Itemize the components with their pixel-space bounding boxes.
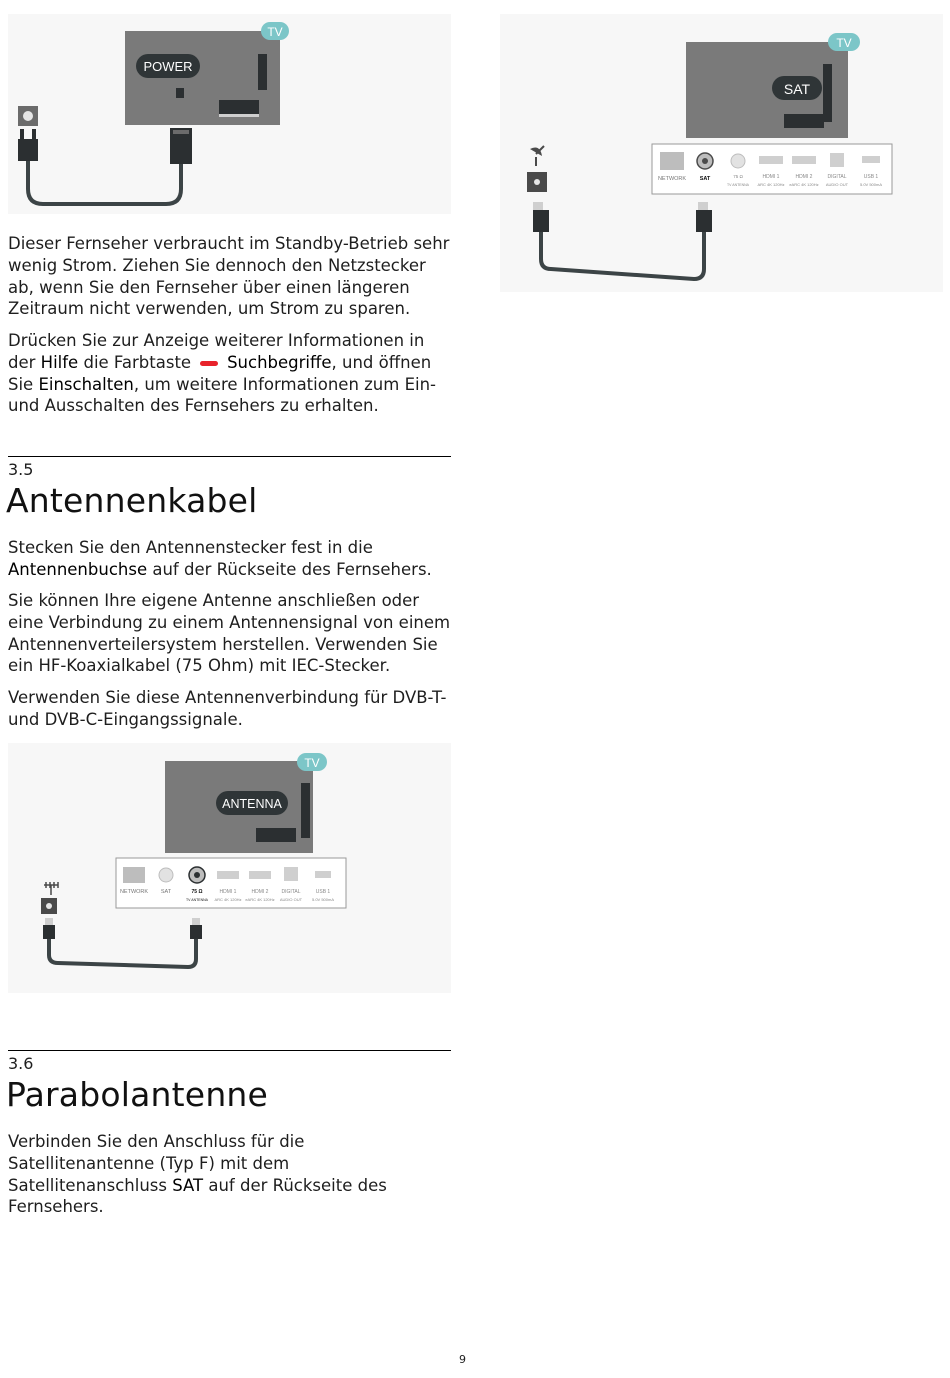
svg-text:NETWORK: NETWORK	[657, 176, 687, 182]
svg-text:TV: TV	[836, 36, 852, 50]
svg-text:ANTENNA: ANTENNA	[222, 797, 282, 811]
coax-plug-icon	[533, 210, 549, 232]
antennenbuchse-term: Antennenbuchse	[8, 559, 148, 579]
power-port-label: POWER	[143, 59, 193, 74]
section-title: Antennenkabel	[6, 481, 258, 520]
hilfe-term: Hilfe	[40, 352, 79, 372]
help-paragraph: Drücken Sie zur Anzeige weiterer Informationen in der Hilfe die Farbtaste Suchbegriffe, und öffnen Sie Einschalten, um weitere Informationen zum Ein- und Ausschalten des Fernsehers zu erhalten.	[8, 331, 436, 416]
svg-text:HDMI 1: HDMI 1	[219, 889, 237, 895]
sat-term: SAT	[172, 1175, 204, 1195]
coax-plug-icon	[43, 925, 55, 939]
standby-paragraph: Dieser Fernseher verbraucht im Standby-Betrieb sehr wenig Strom. Ziehen Sie dennoch den Netzstecker ab, wenn Sie den Fernseher über einen längeren Zeitraum nicht verwenden, um Strom zu sparen.	[8, 234, 450, 319]
svg-text:TV: TV	[267, 25, 283, 39]
power-connection-figure	[8, 14, 451, 214]
coax-plug-icon	[190, 925, 202, 939]
svg-text:HDMI 1: HDMI 1	[762, 174, 780, 180]
svg-text:SAT: SAT	[699, 176, 711, 182]
satellite-diagram	[500, 14, 943, 292]
antenna-connection-figure	[8, 743, 451, 993]
antenna-diagram	[8, 743, 451, 993]
svg-text:SAT: SAT	[160, 889, 172, 895]
plug-icon	[18, 139, 38, 161]
antenna-cable	[49, 939, 196, 967]
section-number: 3.6	[8, 1054, 34, 1073]
svg-text:DIGITAL: DIGITAL	[281, 889, 301, 895]
svg-text:SAT: SAT	[783, 81, 811, 97]
svg-text:5.0V 500mA: 5.0V 500mA	[859, 182, 883, 187]
svg-text:USB 1: USB 1	[863, 174, 879, 180]
svg-text:HDMI 2: HDMI 2	[795, 174, 813, 180]
red-key-icon	[200, 361, 218, 366]
svg-text:TV ANTENNA: TV ANTENNA	[727, 183, 749, 187]
svg-text:HDMI 2: HDMI 2	[251, 889, 269, 895]
svg-text:USB 1: USB 1	[315, 889, 331, 895]
satellite-paragraph: Verbinden Sie den Anschluss für die Satellitenantenne (Typ F) mit dem Satellitenanschluss SAT auf der Rückseite des Fernsehers.	[8, 1132, 387, 1217]
svg-text:TV: TV	[304, 756, 320, 770]
satellite-connection-figure	[500, 14, 943, 292]
svg-text:75 Ω: 75 Ω	[733, 174, 743, 179]
coax-plug-icon	[696, 210, 712, 232]
section-number: 3.5	[8, 460, 34, 479]
svg-text:AUDIO OUT: AUDIO OUT	[825, 182, 849, 187]
antenna-paragraph-3: Verwenden Sie diese Antennenverbindung für DVB-T- und DVB-C-Eingangssignale.	[8, 688, 447, 729]
section-divider	[8, 456, 451, 457]
section-divider	[8, 1050, 451, 1051]
power-cable	[28, 161, 181, 204]
antenna-paragraph-1: Stecken Sie den Antennenstecker fest in die Antennenbuchse auf der Rückseite des Fernsehers.	[8, 538, 432, 579]
antenna-icon	[44, 882, 58, 895]
einschalten-term: Einschalten	[38, 374, 134, 394]
svg-text:eARC 4K 120Hz: eARC 4K 120Hz	[789, 182, 819, 187]
antenna-paragraph-2: Sie können Ihre eigene Antenne anschließen oder eine Verbindung zu einem Antennensignal von einem Antennenverteilersystem herstellen. Verwenden Sie ein HF-Koaxialkabel (75 Ohm) mit IEC-Stecker.	[8, 591, 451, 676]
svg-text:5.0V 500mA: 5.0V 500mA	[311, 897, 335, 902]
svg-text:DIGITAL: DIGITAL	[827, 174, 847, 180]
svg-text:NETWORK: NETWORK	[119, 889, 149, 895]
svg-text:ARC 4K 120Hz: ARC 4K 120Hz	[214, 897, 242, 902]
satellite-dish-icon	[530, 146, 544, 166]
sat-cable	[541, 232, 704, 279]
svg-text:eARC 4K 120Hz: eARC 4K 120Hz	[245, 897, 275, 902]
svg-text:AUDIO OUT: AUDIO OUT	[279, 897, 303, 902]
suchbegriffe-term: Suchbegriffe	[227, 352, 332, 372]
section-title: Parabolantenne	[6, 1075, 269, 1114]
page-number: 9	[459, 1353, 466, 1366]
svg-text:TV ANTENNA: TV ANTENNA	[186, 898, 208, 902]
svg-text:75 Ω: 75 Ω	[191, 889, 203, 895]
svg-text:ARC 4K 120Hz: ARC 4K 120Hz	[757, 182, 785, 187]
power-diagram	[8, 14, 451, 214]
